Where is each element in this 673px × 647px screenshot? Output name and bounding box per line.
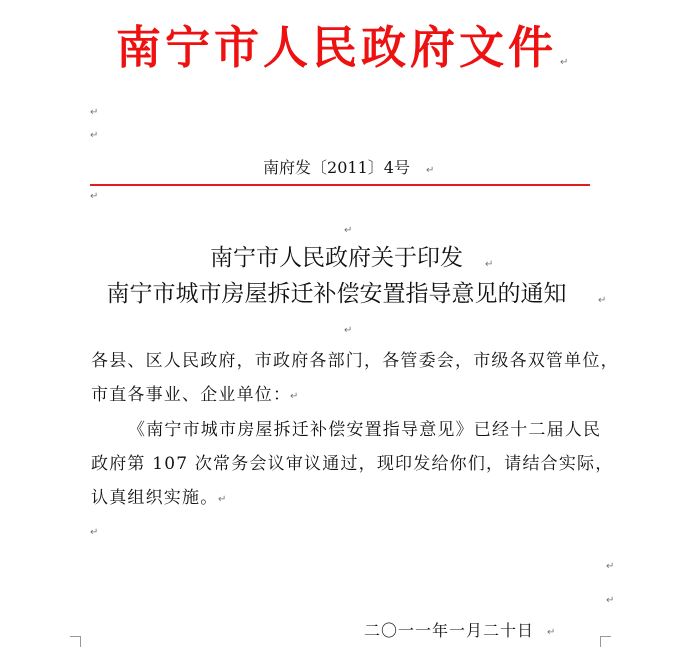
paragraph-mark-icon: ↵ [290, 391, 299, 402]
paragraph-mark-icon: ↵ [90, 191, 99, 202]
addressee-line1: 各县、区人民政府，市政府各部门，各管委会，市级各双管单位， [91, 351, 619, 371]
red-separator-line [90, 184, 590, 186]
paragraph-mark-icon: ↵ [547, 627, 556, 638]
body-paragraph-line1: 《南宁市城市房屋拆迁补偿安置指导意见》已经十二届人民 [128, 420, 602, 440]
paragraph-mark-icon: ↵ [344, 325, 353, 336]
paragraph-mark-icon: ↵ [344, 225, 353, 236]
paragraph-mark-icon: ↵ [90, 130, 99, 141]
paragraph-mark-icon: ↵ [598, 295, 607, 306]
paragraph-mark-icon: ↵ [560, 57, 569, 68]
margin-corner-marker [600, 636, 611, 647]
paragraph-mark-icon: ↵ [218, 494, 227, 505]
body-paragraph-line3: 认真组织实施。 [91, 488, 219, 508]
paragraph-mark-icon: ↵ [426, 165, 435, 176]
addressee-line2: 市直各事业、企业单位： [91, 385, 292, 405]
paragraph-mark-icon: ↵ [606, 595, 615, 606]
document-header-title: 南宁市人民政府文件 [115, 21, 557, 74]
paragraph-mark-icon: ↵ [606, 561, 615, 572]
paragraph-mark-icon: ↵ [90, 527, 99, 538]
paragraph-mark-icon: ↵ [90, 107, 99, 118]
body-paragraph-line2: 政府第 107 次常务会议审议通过，现印发给你们，请结合实际， [91, 454, 614, 474]
document-number: 南府发〔2011〕4号 [263, 158, 410, 177]
notice-title-line2: 南宁市城市房屋拆迁补偿安置指导意见的通知 [106, 281, 567, 307]
notice-title-line1: 南宁市人民政府关于印发 [210, 245, 463, 271]
margin-corner-marker [70, 636, 81, 647]
document-date: 二〇一一年一月二十日 [364, 621, 535, 640]
paragraph-mark-icon: ↵ [485, 259, 494, 270]
